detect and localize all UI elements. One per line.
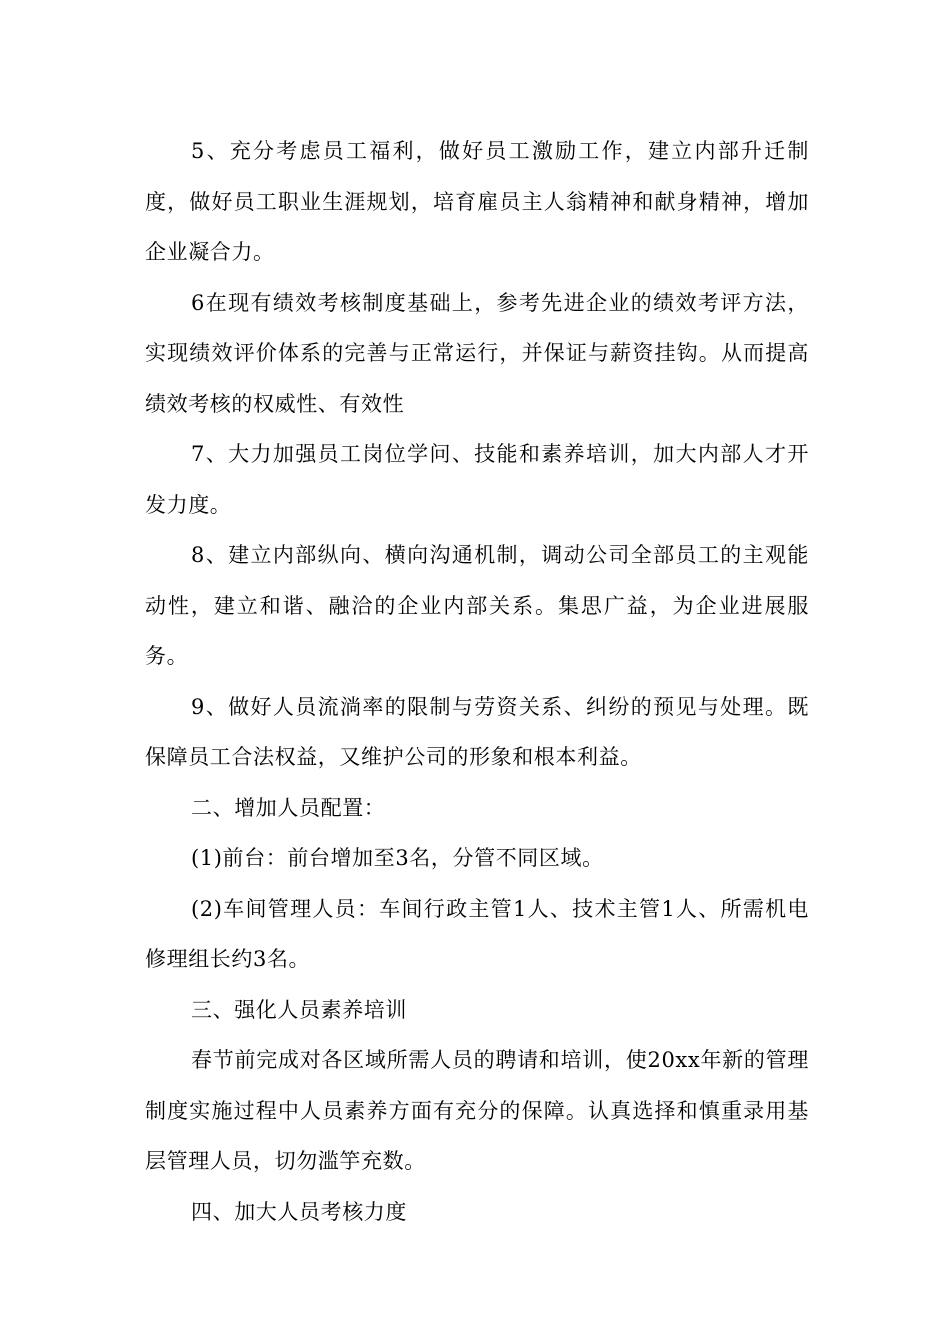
- paragraph-reception: (1)前台：前台增加至3名，分管不同区域。: [191, 846, 604, 870]
- document-body: [145, 126, 809, 1237]
- paragraph-workshop-management: (2)车间管理人员：车间行政主管1人、技术主管1人、所需机电修理组长约3名。: [145, 896, 809, 971]
- paragraph-item-8: 8、建立内部纵向、横向沟通机制，调动公司全部员工的主观能动性，建立和谐、融洽的企业内部关系。集思广益，为企业进展服务。: [145, 543, 809, 668]
- paragraph-item-6: 6在现有绩效考核制度基础上，参考先进企业的绩效考评方法，实现绩效评价体系的完善与正常运行，并保证与薪资挂钩。从而提高绩效考核的权威性、有效性: [145, 290, 809, 416]
- paragraph-training-plan: 春节前完成对各区域所需人员的聘请和培训，使20xx年新的管理制度实施过程中人员素养方面有充分的保障。认真选择和慎重录用基层管理人员，切勿滥竽充数。: [145, 1048, 809, 1173]
- paragraph-item-5: 5、充分考虑员工福利，做好员工激励工作，建立内部升迁制度，做好员工职业生涯规划，培育雇员主人翁精神和献身精神，增加企业凝合力。: [145, 139, 809, 264]
- paragraph-item-9: 9、做好人员流淌率的限制与劳资关系、纠纷的预见与处理。既保障员工合法权益，又维护公司的形象和根本利益。: [145, 694, 809, 769]
- section-heading-staffing: 二、增加人员配置：: [191, 795, 386, 820]
- section-heading-training: 三、强化人员素养培训: [191, 997, 407, 1022]
- section-heading-assessment: 四、加大人员考核力度: [191, 1199, 407, 1224]
- paragraph-item-7: 7、大力加强员工岗位学问、技能和素养培训，加大内部人才开发力度。: [145, 442, 809, 517]
